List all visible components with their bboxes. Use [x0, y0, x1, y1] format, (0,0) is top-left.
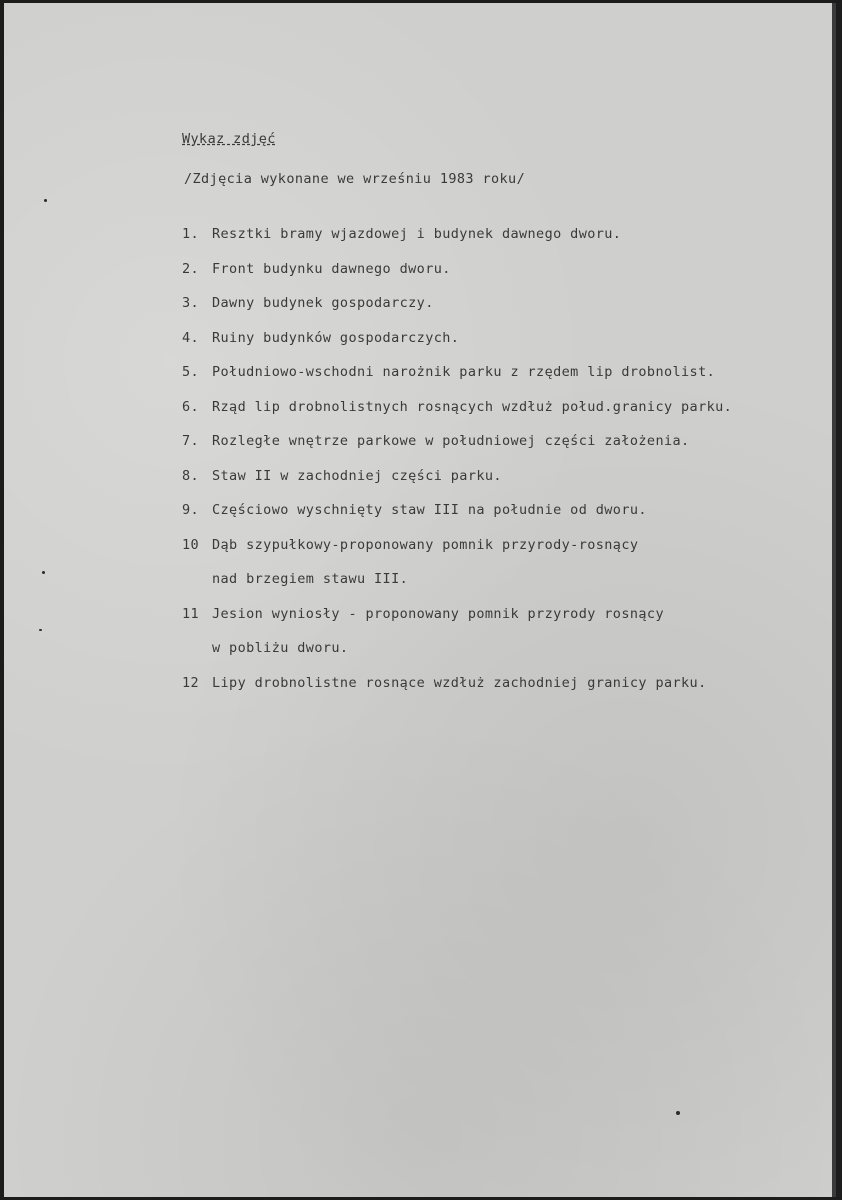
document-page — [4, 3, 836, 1197]
photo-list-item — [182, 286, 842, 321]
item-text-line: w pobliżu dworu. — [212, 640, 349, 656]
item-text — [212, 321, 459, 356]
photo-list — [182, 217, 842, 700]
item-number: 4. — [182, 329, 200, 346]
item-text-line: Dąb szypułkowy-proponowany pomnik przyrody-rosnący — [212, 536, 639, 553]
item-number: 1. — [182, 226, 200, 242]
item-text-line: Dawny budynek gospodarczy. — [212, 295, 434, 311]
document-subtitle: /Zdjęcia wykonane we wrześniu 1983 roku/ — [184, 171, 526, 187]
item-text — [212, 390, 732, 425]
item-number: 5. — [182, 364, 200, 380]
paper-speck — [42, 571, 45, 574]
photo-list-item — [182, 493, 842, 528]
document-content — [182, 131, 842, 700]
item-text — [212, 528, 638, 597]
item-text — [212, 252, 451, 287]
item-text-line: Resztki bramy wjazdowej i budynek dawnego dworu. — [212, 226, 622, 242]
item-text-line: Rząd lip drobnolistnych rosnących wzdłuż połud.granicy parku. — [212, 398, 733, 415]
photo-list-item — [182, 355, 842, 390]
paper-speck — [44, 199, 47, 202]
item-text-line: Rozległe wnętrze parkowe w południowej części założenia. — [212, 433, 690, 449]
photo-list-item — [182, 528, 842, 597]
item-text — [212, 666, 707, 701]
item-text-line: nad brzegiem stawu III. — [212, 571, 409, 587]
photo-list-item — [182, 252, 842, 287]
item-text — [212, 459, 502, 494]
item-text — [212, 286, 434, 321]
item-text-line: Jesion wyniosły - proponowany pomnik przyrody rosnący — [212, 605, 664, 622]
item-text-line: Lipy drobnolistne rosnące wzdłuż zachodniej granicy parku. — [212, 674, 707, 691]
item-text — [212, 355, 715, 390]
item-number: 8. — [182, 467, 200, 484]
item-text — [212, 493, 647, 528]
item-text-line: Południowo-wschodni narożnik parku z rzędem lip drobnolist. — [212, 364, 716, 380]
photo-list-item — [182, 597, 842, 666]
item-text — [212, 424, 690, 459]
item-number: 6. — [182, 398, 200, 415]
item-number: 11 — [182, 605, 200, 622]
photo-list-item — [182, 217, 842, 252]
photo-list-item — [182, 321, 842, 356]
paper-speck — [676, 1111, 680, 1115]
item-text-line: Ruiny budynków gospodarczych. — [212, 329, 460, 346]
document-title: Wykaz zdjęć — [182, 131, 276, 147]
item-number: 7. — [182, 433, 200, 449]
item-number: 10 — [182, 536, 200, 553]
photo-list-item — [182, 666, 842, 701]
item-number: 9. — [182, 502, 200, 518]
item-text-line: Front budynku dawnego dworu. — [212, 260, 451, 277]
item-number: 2. — [182, 260, 200, 277]
photo-list-item — [182, 459, 842, 494]
item-number: 12 — [182, 674, 200, 691]
item-text-line: Staw II w zachodniej części parku. — [212, 467, 502, 484]
item-text — [212, 217, 621, 252]
item-text — [212, 597, 664, 666]
paper-speck — [39, 629, 42, 631]
photo-list-item — [182, 424, 842, 459]
item-text-line: Częściowo wyschnięty staw III na południe od dworu. — [212, 502, 647, 518]
item-number: 3. — [182, 295, 200, 311]
photo-list-item — [182, 390, 842, 425]
